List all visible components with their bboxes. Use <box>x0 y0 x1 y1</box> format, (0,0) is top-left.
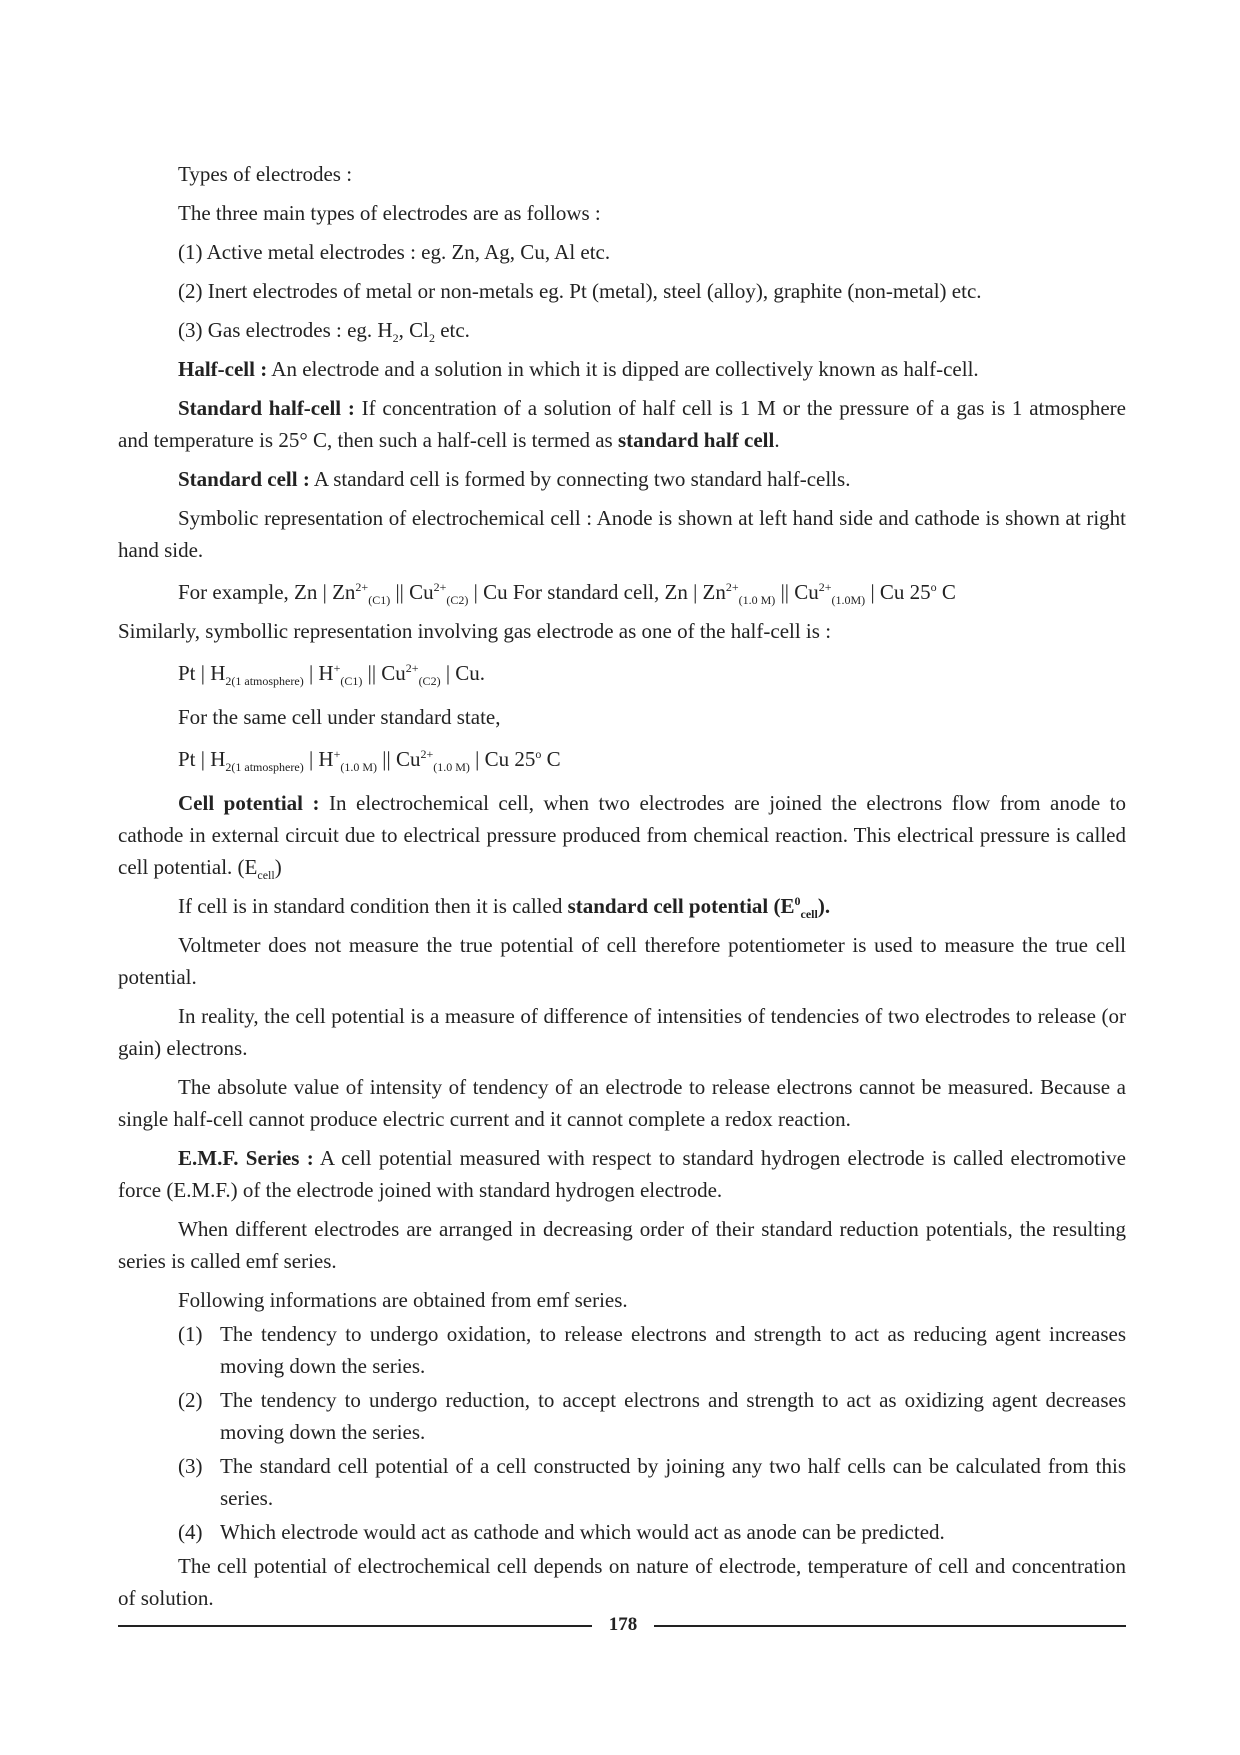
reality-paragraph: In reality, the cell potential is a measure of difference of intensities of tendencies of two electrodes to release (or gain) electrons. <box>118 1004 1126 1060</box>
heading-types-of-electrodes: Types of electrodes : <box>178 162 353 186</box>
list-item: (3) The standard cell potential of a cell constructed by joining any two half cells can be calculated from this series. <box>178 1454 1126 1510</box>
emf-arrangement-paragraph: When different electrodes are arranged in decreasing order of their standard reduction potentials, the resulting series is called emf series. <box>118 1217 1126 1273</box>
type-gas: (3) Gas electrodes : eg. $H_2$, $Cl_2$ etc. <box>178 318 470 346</box>
standard-cell-potential: If cell is in standard condition then it is called standard cell potential $(E^0_{cell})$. <box>178 894 831 922</box>
voltmeter-paragraph: Voltmeter does not measure the true potential of cell therefore potentiometer is used to measure the true cell potential. <box>118 933 1126 989</box>
page-number: 178 <box>608 1614 638 1635</box>
page-footer <box>118 1612 1126 1638</box>
gas-cell-standard-notation: Pt | $H_{2(1 atmosphere)}$ | $H^+_{(1.0 M)}$ || $Cu^{2+}_{(1.0 M)}$ | Cu 25$^o$ C <box>178 747 561 775</box>
list-item: (1) The tendency to undergo oxidation, to release electrons and strength to act as reducing agent increases moving down the series. <box>178 1322 1126 1378</box>
standard-state-intro: For the same cell under standard state, <box>178 705 501 729</box>
type-inert: (2) Inert electrodes of metal or non-metals eg. Pt (metal), steel (alloy), graphite (non-metal) etc. <box>178 279 982 303</box>
footer-rule-right <box>654 1625 1126 1627</box>
similarly-gas-electrode: Similarly, symbollic representation involving gas electrode as one of the half-cell is : <box>118 619 832 643</box>
emf-series-definition: E.M.F. Series : A cell potential measured with respect to standard hydrogen electrode is called electromotive force (E.M.F.) of the electrode joined with standard hydrogen electrode. <box>118 1146 1126 1202</box>
cell-potential-definition: Cell potential : In electrochemical cell, when two electrodes are joined the electrons flow from anode to cathode in external circuit due to electrical pressure produced from chemical reaction. This electrical pressure is called cell potential. $(E_{cell})$ <box>118 791 1127 883</box>
standard-cell-definition: Standard cell : A standard cell is formed by connecting two standard half-cells. <box>178 467 851 491</box>
final-paragraph: The cell potential of electrochemical cell depends on nature of electrode, temperature of cell and concentration of solution. <box>118 1554 1126 1610</box>
gas-cell-notation: Pt | $H_{2(1 atmosphere)}$ | $H^+_{(C1)}$ || $Cu^{2+}_{(C2)}$ | Cu. <box>178 661 486 689</box>
absolute-value-paragraph: The absolute value of intensity of tendency of an electrode to release electrons cannot be measured. Because a single half-cell cannot produce electric current and it cannot complete a redox reaction. <box>118 1075 1126 1131</box>
page-content <box>118 158 1126 1621</box>
example-cell-notation: For example, Zn | $Zn^{2+}_{(C1)}$ || $Cu^{2+}_{(C2)}$ | Cu For standard cell, Zn | $Zn^{2+}_{(1.0 M)}$ || $Cu^{2+}_{(1.0M)}$ | Cu 25$^o$ C <box>178 580 956 608</box>
standard-half-cell-definition: Standard half-cell : If concentration of a solution of half cell is 1 M or the pressure of a gas is 1 atmosphere and temperature is 25° C, then such a half-cell is termed as standard half cell. <box>118 396 1126 452</box>
types-intro: The three main types of electrodes are as follows : <box>178 201 601 225</box>
emf-information-list <box>118 1318 1126 1548</box>
list-item: (2) The tendency to undergo reduction, to accept electrons and strength to act as oxidizing agent decreases moving down the series. <box>178 1388 1126 1444</box>
emf-information-intro: Following informations are obtained from emf series. <box>178 1288 628 1312</box>
footer-rule-left <box>118 1625 592 1627</box>
type-active-metal: (1) Active metal electrodes : eg. Zn, Ag, Cu, Al etc. <box>178 240 611 264</box>
list-item: (4) Which electrode would act as cathode and which would act as anode can be predicted. <box>178 1520 945 1544</box>
half-cell-definition: Half-cell : An electrode and a solution in which it is dipped are collectively known as half-cell. <box>178 357 979 381</box>
symbolic-representation: Symbolic representation of electrochemical cell : Anode is shown at left hand side and cathode is shown at right hand side. <box>118 506 1126 562</box>
